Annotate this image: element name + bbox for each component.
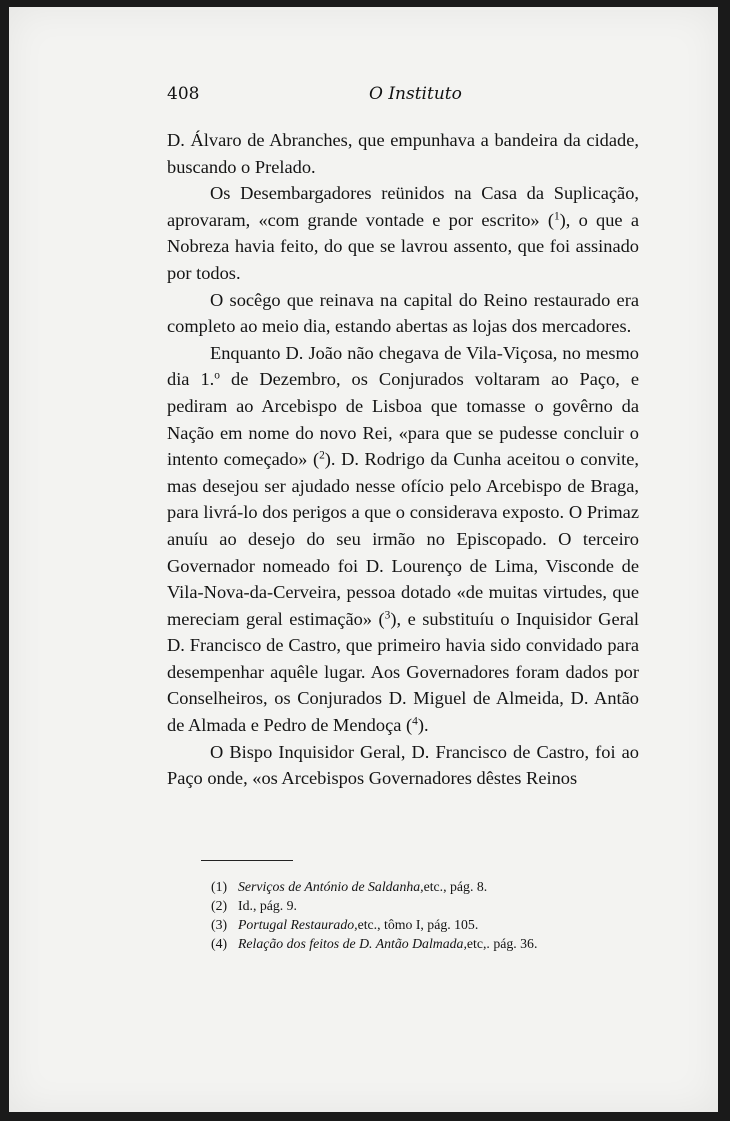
- footnote-marker: (4): [211, 936, 228, 951]
- footnote-ref: 3: [384, 609, 391, 622]
- paragraph: Os Desembargadores reünidos na Casa da Suplicação, aprovaram, «com grande vontade e por escrito» ($^1$), o que a Nobreza havia feito, do que se lavrou assento, que foi assinado por todos.: [167, 183, 639, 283]
- running-header: [167, 84, 638, 108]
- footnote-divider: [201, 860, 293, 861]
- footnote-source: Serviços de António de Saldanha,: [238, 879, 424, 894]
- book-page: [9, 7, 718, 1112]
- footnote-detail: etc,. pág. 36.: [466, 936, 538, 951]
- footnote-detail: etc., tômo I, pág. 105.: [357, 917, 479, 932]
- footnote-marker: (3): [211, 917, 228, 932]
- body-text: [167, 127, 639, 792]
- footnote-ref: 1: [553, 210, 560, 223]
- footnotes: [211, 877, 631, 953]
- paragraph: O socêgo que reinava na capital do Reino restaurado era completo ao meio dia, estando abertas as lojas dos mercadores.: [167, 289, 639, 337]
- footnote-detail: etc., pág. 8.: [423, 879, 488, 894]
- running-title: O Instituto: [369, 84, 462, 104]
- footnote-ref: 4: [412, 715, 418, 728]
- footnote-marker: (1): [211, 879, 228, 894]
- footnote-marker: (2): [211, 898, 228, 913]
- footnote-source: Portugal Restaurado,: [238, 917, 358, 932]
- paragraph: D. Álvaro de Abranches, que empunhava a bandeira da cidade, buscando o Prelado.: [167, 130, 639, 177]
- paragraph: Enquanto D. João não chegava de Vila-Viçosa, no mesmo dia 1.$^o$ de Dezembro, os Conjurados voltaram ao Paço, e pediram ao Arcebispo de Lisboa que tomasse o govêrno da Nação em nome do novo Rei, «para que se pudesse concluir o intento começado» ($^2$). D. Rodrigo da Cunha aceitou o convite, mas desejou ser ajudado nesse ofício pelo Arcebispo de Braga, para livrá-lo dos perigos a que o considerava exposto. O Primaz anuíu ao desejo do seu irmão no Episcopado. O terceiro Governador nomeado foi D. Lourenço de Lima, Visconde de Vila-Nova-da-Cerveira, pessoa dotado «de muitas virtudes, que mereciam geral estimação» ($^3$), e substituíu o Inquisidor Geral D. Francisco de Castro, que primeiro havia sido convidado para desempenhar aquêle lugar. Aos Governadores foram dados por Conselheiros, os Conjurados D. Miguel de Almeida, D. Antão de Almada e Pedro de Mendoça ($^4$).: [167, 342, 640, 736]
- footnote: [211, 915, 631, 934]
- footnote-detail: Id., pág. 9.: [238, 898, 298, 913]
- footnote: [211, 934, 631, 953]
- paragraph: O Bispo Inquisidor Geral, D. Francisco de Castro, foi ao Paço onde, «os Arcebispos Governadores dêstes Reinos: [167, 741, 639, 789]
- footnote: [211, 896, 631, 915]
- ordinal-mark: o: [214, 370, 220, 383]
- footnote: [211, 877, 631, 896]
- page-number: 408: [167, 84, 200, 104]
- footnote-ref: 2: [319, 449, 325, 462]
- footnote-source: Relação dos feitos de D. Antão Dalmada,: [238, 936, 467, 951]
